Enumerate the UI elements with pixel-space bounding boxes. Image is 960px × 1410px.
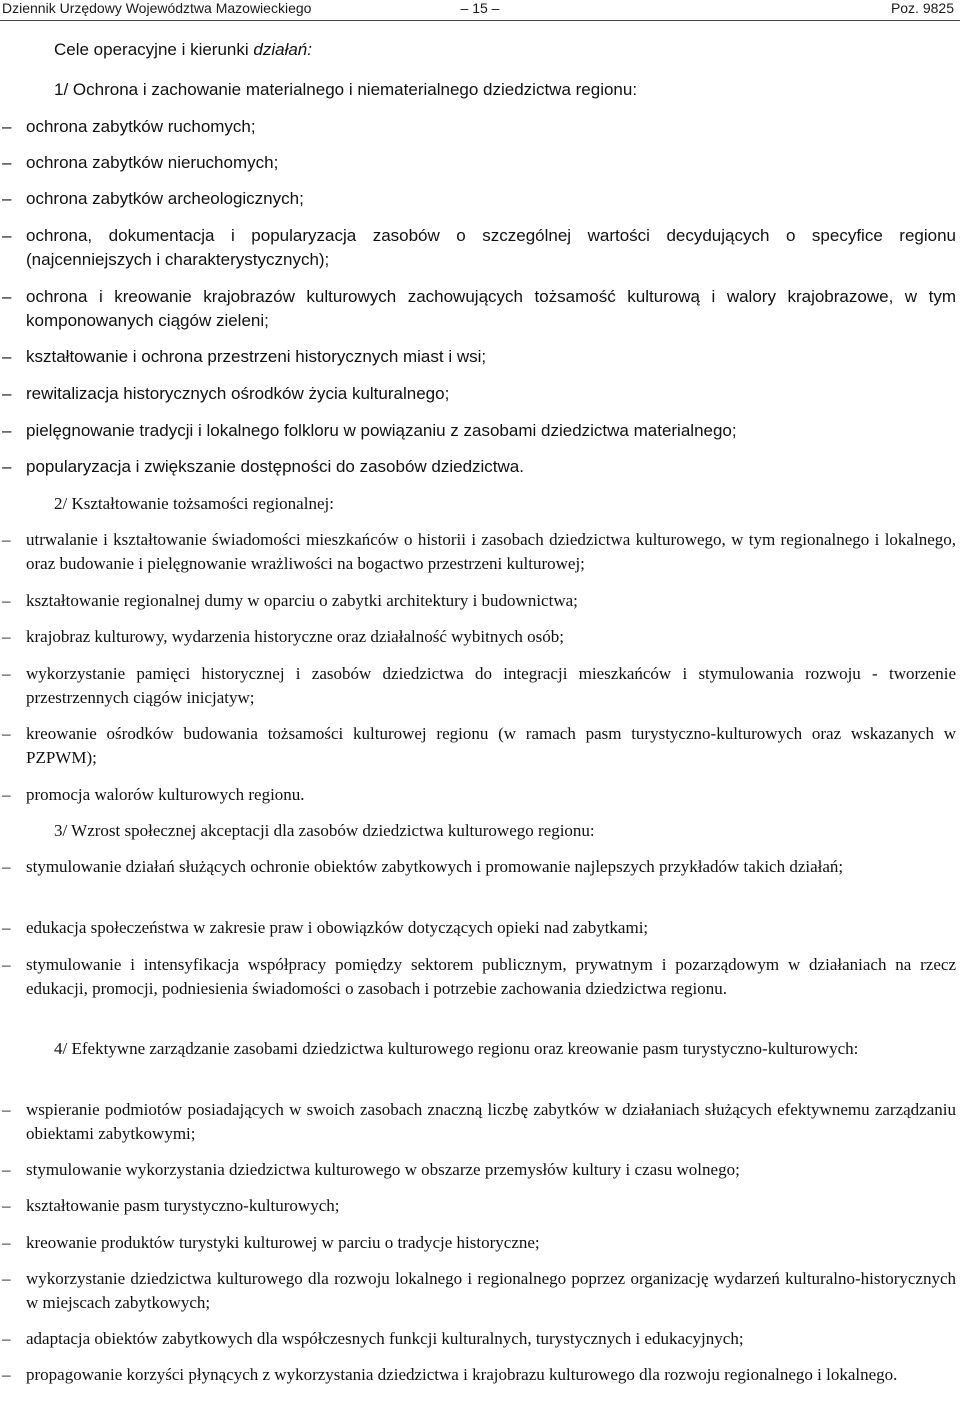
list-dash: – [2,287,12,306]
list-dash: – [2,457,12,476]
list-item: – pielęgnowanie tradycji i lokalnego folkloru w powiązaniu z zasobami dziedzictwa materialnego; [2,419,956,443]
list-dash: – [2,1269,11,1288]
list-item: – adaptacja obiektów zabytkowych dla współczesnych funkcji kulturalnych, turystycznych i edukacyjnych; [2,1327,956,1351]
list-dash: – [2,117,12,136]
section-4-heading: 4/ Efektywne zarządzanie zasobami dziedzictwa kulturowego regionu oraz kreowanie pasm turystyczno-kulturowych: [54,1039,859,1058]
list-dash: – [2,857,11,876]
list-item: – kształtowanie i ochrona przestrzeni historycznych miast i wsi; [2,345,956,369]
list-dash: – [2,347,12,366]
list-dash: – [2,918,11,937]
list-item: – popularyzacja i zwiększanie dostępności do zasobów dziedzictwa. [2,455,956,479]
list-item: – ochrona, dokumentacja i popularyzacja zasobów o szczególnej wartości decydujących o specyfice regionu (najcenniejszych i charakterystycznych); [2,226,956,269]
list-dash: – [2,384,12,403]
list-dash: – [2,591,11,610]
section-3-heading: 3/ Wzrost społecznej akceptacji dla zasobów dziedzictwa kulturowego regionu: [54,821,595,840]
list-item: – wykorzystanie dziedzictwa kulturowego dla rozwoju lokalnego i regionalnego poprzez organizację wydarzeń kulturalno-historycznych w miejscach zabytkowych; [2,1269,956,1312]
journal-title: Dziennik Urzędowy Województwa Mazowieckiego [2,0,312,16]
page-number: – 15 – [460,0,500,16]
list-item: – ochrona zabytków archeologicznych; [2,187,956,211]
list-dash: – [2,1100,11,1119]
intro-text: Cele operacyjne i kierunki [54,40,254,59]
list-dash: – [2,1329,11,1348]
list-item: – wspieranie podmiotów posiadających w swoich zasobach znaczną liczbę zabytków w działaniach służących efektywnemu zarządzaniu obiektami zabytkowymi; [2,1100,956,1143]
list-dash: – [2,530,11,549]
list-dash: – [2,724,11,743]
list-dash: – [2,153,12,172]
list-item: – stymulowanie wykorzystania dziedzictwa kulturowego w obszarze przemysłów kultury i czasu wolnego; [2,1158,956,1182]
list-item: – propagowanie korzyści płynących z wykorzystania dziedzictwa i krajobrazu kulturowego dla rozwoju regionalnego i lokalnego. [2,1363,956,1387]
list-dash: – [2,226,12,245]
list-item: – kształtowanie pasm turystyczno-kulturowych; [2,1194,956,1218]
list-dash: – [2,664,11,683]
list-dash: – [2,1365,11,1384]
list-dash: – [2,785,11,804]
page-header [0,0,960,26]
list-item: – kreowanie produktów turystyki kulturowej w parciu o tradycje historyczne; [2,1231,956,1255]
list-item: – stymulowanie i intensyfikacja współpracy pomiędzy sektorem publicznym, prywatnym i pozarządowym w działaniach na rzecz edukacji, promocji, podniesienia świadomości o zasobach i potrzebie zachowania dziedzictwa regionu. [2,955,956,998]
section-2-heading: 2/ Kształtowanie tożsamości regionalnej: [54,494,334,513]
list-item: – promocja walorów kulturowych regionu. [2,783,956,807]
list-dash: – [2,1233,11,1252]
list-item: – utrwalanie i kształtowanie świadomości mieszkańców o historii i zasobach dziedzictwa kulturowego, w tym regionalnego i lokalnego, oraz budowanie i pielęgnowanie wrażliwości na bogactwo przestrzeni kulturowej; [2,530,956,573]
header-rule [0,20,960,21]
list-item: – ochrona zabytków nieruchomych; [2,151,956,175]
list-dash: – [2,1160,11,1179]
list-item: – kształtowanie regionalnej dumy w oparciu o zabytki architektury i budownictwa; [2,589,956,613]
position-number: Poz. 9825 [890,0,954,16]
list-item: – stymulowanie działań służących ochronie obiektów zabytkowych i promowanie najlepszych przykładów takich działań; [2,855,956,879]
list-item: – rewitalizacja historycznych ośrodków życia kulturalnego; [2,382,956,406]
list-dash: – [2,955,11,974]
list-item: – kreowanie ośrodków budowania tożsamości kulturowej regionu (w ramach pasm turystyczno-kulturowych oraz wskazanych w PZPWM); [2,724,956,767]
list-dash: – [2,189,12,208]
intro-italic: działań: [253,40,312,59]
list-item: – wykorzystanie pamięci historycznej i zasobów dziedzictwa do integracji mieszkańców i stymulowania rozwoju - tworzenie przestrzennych ciągów inicjatyw; [2,664,956,707]
list-item: – ochrona i kreowanie krajobrazów kulturowych zachowujących tożsamość kulturową i walory krajobrazowe, w tym komponowanych ciągów zieleni; [2,287,956,330]
list-item: – krajobraz kulturowy, wydarzenia historyczne oraz działalność wybitnych osób; [2,625,956,649]
list-dash: – [2,1196,11,1215]
intro-line [54,38,312,62]
list-item: – ochrona zabytków ruchomych; [2,115,956,139]
list-dash: – [2,421,12,440]
list-item: – edukacja społeczeństwa w zakresie praw i obowiązków dotyczących opieki nad zabytkami; [2,916,956,940]
list-dash: – [2,627,11,646]
section-1-heading: 1/ Ochrona i zachowanie materialnego i niematerialnego dziedzictwa regionu: [54,80,638,99]
